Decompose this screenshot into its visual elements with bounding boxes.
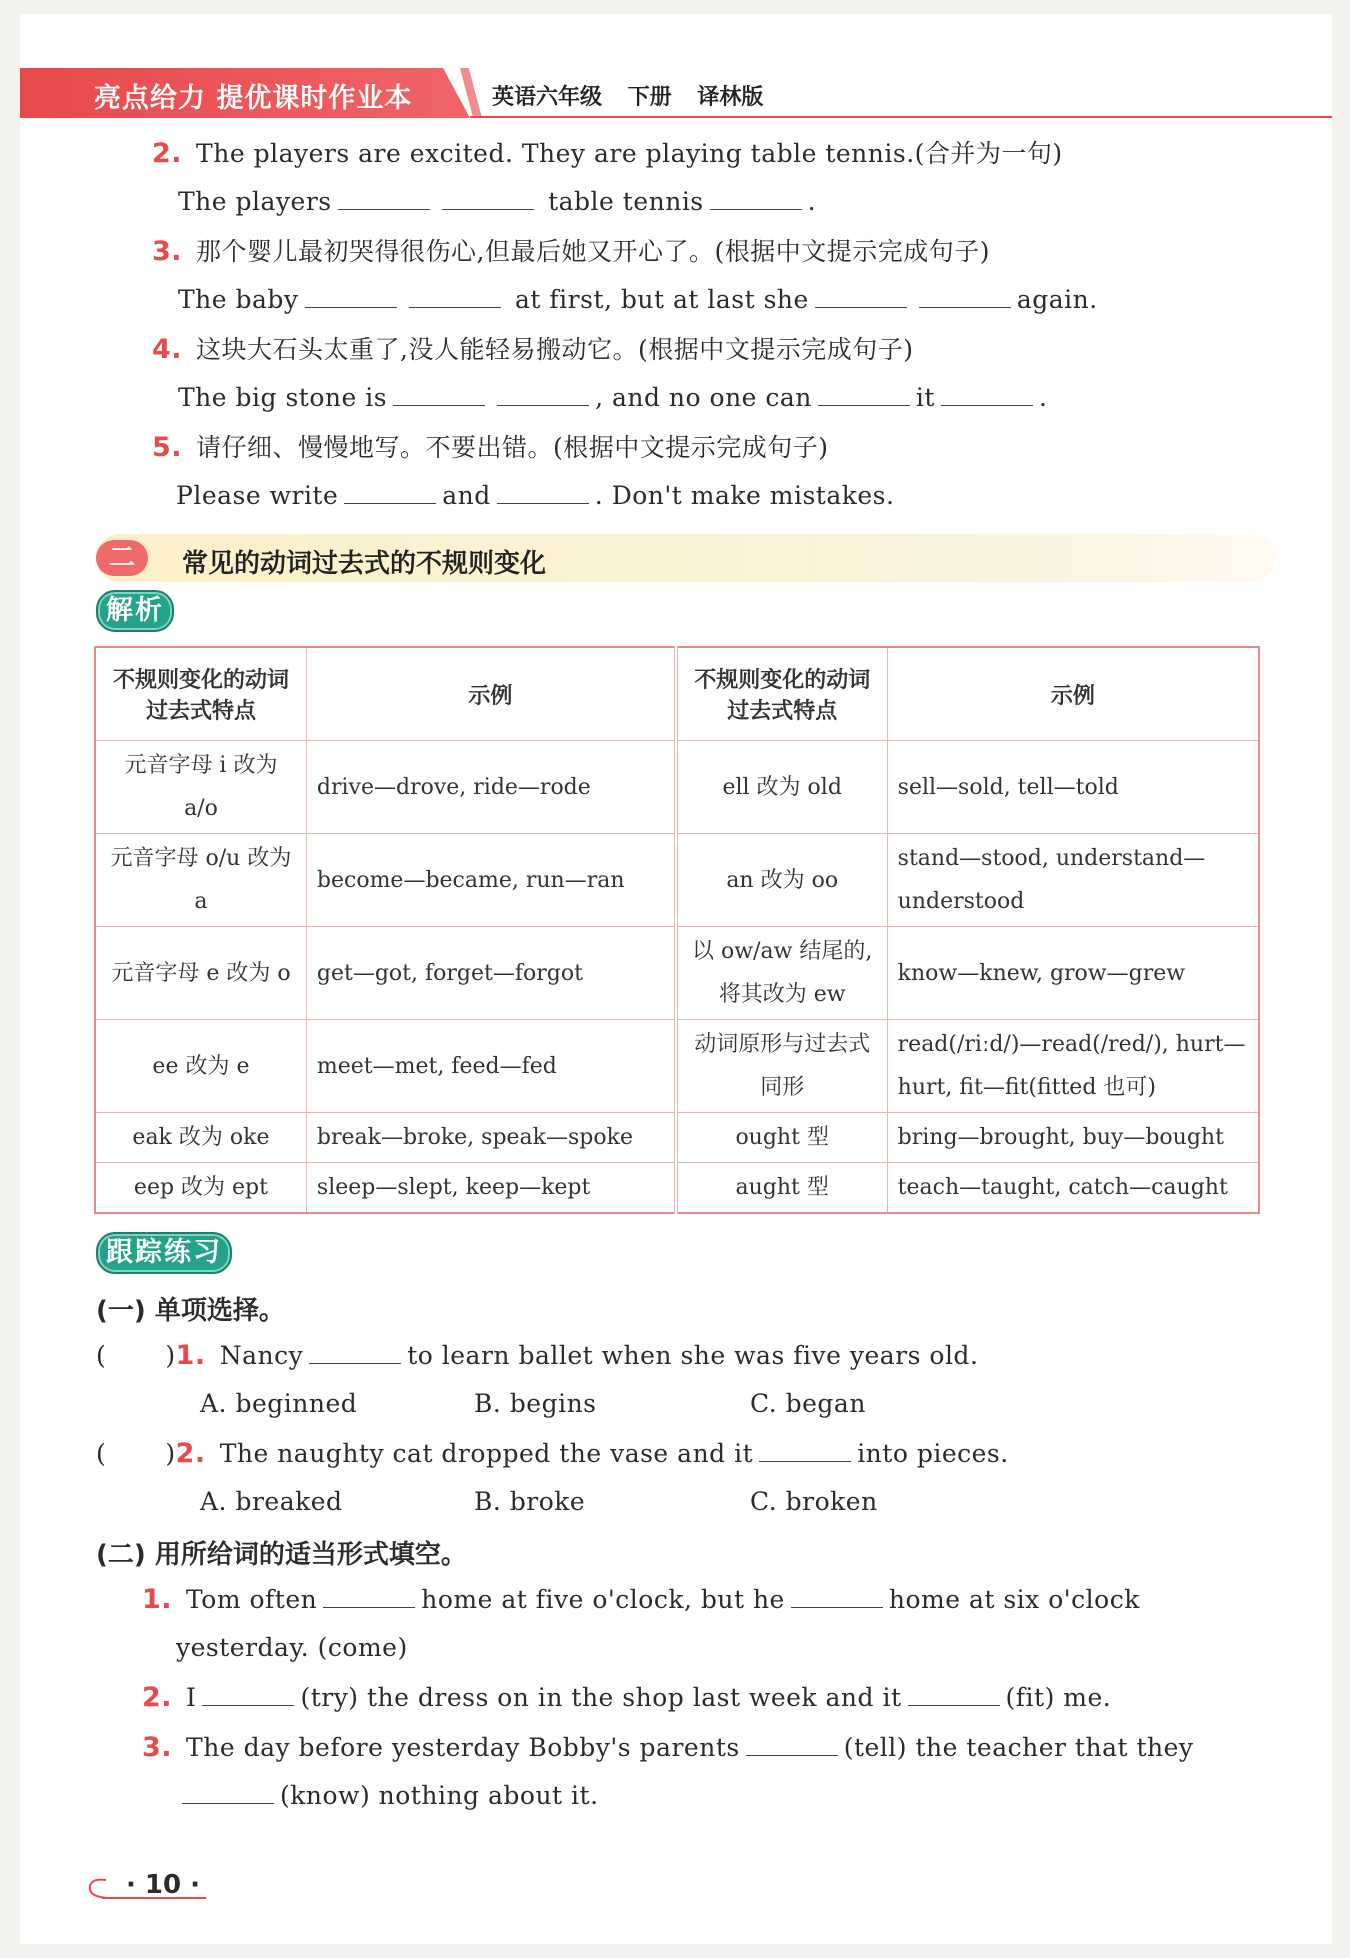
table-cell: eak 改为 oke [95, 1113, 306, 1163]
answer-blank[interactable] [818, 383, 910, 406]
question-text: (fit) me. [1005, 1683, 1112, 1712]
table-row [95, 1020, 1259, 1113]
page-number: · 10 · [126, 1870, 201, 1900]
question-number: 2. [175, 1438, 206, 1469]
answer-text: Please write [176, 481, 339, 510]
question-text: into pieces. [857, 1439, 1009, 1468]
answer-text: The players [178, 187, 332, 216]
fill-question-3-cont [176, 1780, 599, 1812]
answer-text: The big stone is [178, 383, 388, 412]
mc-option-b[interactable]: B. broke [474, 1487, 586, 1516]
book-subtitle: 英语六年级 下册 译林版 [492, 85, 764, 110]
analysis-tag: 解析 [96, 590, 174, 632]
mc-option-c[interactable]: C. broken [750, 1487, 878, 1516]
book-title: 亮点给力 提优课时作业本 [94, 83, 413, 114]
table-cell: meet—met, feed—fed [306, 1020, 675, 1113]
section-heading [96, 534, 1276, 582]
table-header: 示例 [887, 647, 1259, 741]
answer-blank[interactable] [393, 383, 485, 406]
table-header: 不规则变化的动词过去式特点 [676, 647, 887, 741]
part-two-title: (二) 用所给词的适当形式填空。 [96, 1540, 467, 1570]
fill-question-1-cont: yesterday. (come) [176, 1633, 408, 1662]
table-row [95, 834, 1259, 927]
question-text: to learn ballet when she was five years old. [407, 1341, 979, 1370]
answer-text: again. [1016, 285, 1098, 314]
fill-question-1 [142, 1584, 1140, 1616]
fill-question-3 [142, 1732, 1194, 1764]
question-number: 5. [152, 432, 183, 463]
section-number-badge: 二 [96, 540, 148, 576]
question-4-prompt [152, 334, 914, 366]
question-5-answer [176, 480, 894, 512]
table-row [95, 741, 1259, 834]
irregular-verb-table [94, 646, 1260, 1214]
table-cell: become—became, run—ran [306, 834, 675, 927]
answer-blank[interactable] [323, 1585, 415, 1608]
table-cell: get—got, forget—forgot [306, 927, 675, 1020]
answer-blank[interactable] [941, 383, 1033, 406]
question-text: 那个婴儿最初哭得很伤心,但最后她又开心了。(根据中文提示完成句子) [196, 237, 991, 266]
table-cell: sleep—slept, keep—kept [306, 1163, 675, 1214]
answer-bracket[interactable]: ( ) [96, 1439, 176, 1468]
answer-text: it [915, 383, 935, 412]
answer-blank[interactable] [710, 187, 802, 210]
table-cell: break—broke, speak—spoke [306, 1113, 675, 1163]
question-text: (try) the dress on in the shop last week and it [300, 1683, 902, 1712]
answer-text: , and no one can [595, 383, 812, 412]
question-text: 请仔细、慢慢地写。不要出错。(根据中文提示完成句子) [196, 433, 829, 462]
question-number: 1. [175, 1340, 206, 1371]
table-cell: sell—sold, tell—told [887, 741, 1259, 834]
answer-blank[interactable] [338, 187, 430, 210]
question-text: The naughty cat dropped the vase and it [219, 1439, 754, 1468]
question-text: Tom often [186, 1585, 318, 1614]
answer-blank[interactable] [409, 285, 501, 308]
answer-blank[interactable] [815, 285, 907, 308]
table-cell: teach—taught, catch—caught [887, 1163, 1259, 1214]
table-cell: know—knew, grow—grew [887, 927, 1259, 1020]
question-text: home at six o'clock [888, 1585, 1140, 1614]
answer-text: table tennis [548, 187, 704, 216]
answer-blank[interactable] [746, 1733, 838, 1756]
question-text: 这块大石头太重了,没人能轻易搬动它。(根据中文提示完成句子) [196, 335, 914, 364]
table-cell: ell 改为 old [676, 741, 887, 834]
answer-text: . Don't make mistakes. [594, 481, 895, 510]
practice-tag: 跟踪练习 [96, 1232, 232, 1274]
answer-text: and [442, 481, 491, 510]
answer-blank[interactable] [202, 1683, 294, 1706]
answer-blank[interactable] [182, 1781, 274, 1804]
question-text: Nancy [219, 1341, 304, 1370]
question-number: 2. [152, 138, 183, 169]
question-text: I [186, 1683, 197, 1712]
answer-blank[interactable] [309, 1341, 401, 1364]
question-number: 3. [142, 1732, 173, 1763]
answer-text: at first, but at last she [515, 285, 809, 314]
mc-option-b[interactable]: B. begins [474, 1389, 597, 1418]
mc-option-a[interactable]: A. beginned [200, 1389, 358, 1418]
table-cell: bring—brought, buy—bought [887, 1113, 1259, 1163]
table-cell: aught 型 [676, 1163, 887, 1214]
table-row [95, 927, 1259, 1020]
table-cell: drive—drove, ride—rode [306, 741, 675, 834]
table-header: 不规则变化的动词过去式特点 [95, 647, 306, 741]
answer-blank[interactable] [908, 1683, 1000, 1706]
table-cell: 元音字母 i 改为 a/o [95, 741, 306, 834]
mc-question-1 [96, 1340, 978, 1372]
question-text: (know) nothing about it. [280, 1781, 599, 1810]
mc-question-2 [96, 1438, 1009, 1470]
question-number: 3. [152, 236, 183, 267]
table-cell: 以 ow/aw 结尾的,将其改为 ew [676, 927, 887, 1020]
answer-blank[interactable] [344, 481, 436, 504]
answer-blank[interactable] [305, 285, 397, 308]
question-3-prompt [152, 236, 990, 268]
answer-blank[interactable] [919, 285, 1011, 308]
part-one-title: (一) 单项选择。 [96, 1296, 285, 1326]
question-number: 2. [142, 1682, 173, 1713]
mc-option-c[interactable]: C. began [750, 1389, 866, 1418]
answer-bracket[interactable]: ( ) [96, 1341, 176, 1370]
table-cell: 元音字母 e 改为 o [95, 927, 306, 1020]
table-cell: 动词原形与过去式同形 [676, 1020, 887, 1113]
question-5-prompt [152, 432, 829, 464]
page-header [20, 68, 1332, 118]
question-4-answer [178, 382, 1047, 414]
question-text: home at five o'clock, but he [421, 1585, 785, 1614]
answer-text: . [807, 187, 817, 216]
question-text: The day before yesterday Bobby's parents [186, 1733, 740, 1762]
answer-blank[interactable] [497, 481, 589, 504]
answer-text: . [1038, 383, 1048, 412]
table-cell: 元音字母 o/u 改为 a [95, 834, 306, 927]
answer-blank[interactable] [497, 383, 589, 406]
table-cell: an 改为 oo [676, 834, 887, 927]
answer-blank[interactable] [791, 1585, 883, 1608]
table-header: 示例 [306, 647, 675, 741]
question-number: 4. [152, 334, 183, 365]
page [20, 14, 1332, 1944]
table-cell: read(/riːd/)—read(/red/), hurt—hurt, fit—fit(fitted 也可) [887, 1020, 1259, 1113]
mc-option-a[interactable]: A. breaked [200, 1487, 343, 1516]
question-number: 1. [142, 1584, 173, 1615]
section-title: 常见的动词过去式的不规则变化 [182, 549, 547, 579]
table-row [95, 1163, 1259, 1214]
table-cell: eep 改为 ept [95, 1163, 306, 1214]
table-cell: ee 改为 e [95, 1020, 306, 1113]
answer-blank[interactable] [759, 1439, 851, 1462]
question-2-prompt [152, 138, 1063, 170]
table-cell: stand—stood, understand—understood [887, 834, 1259, 927]
question-text: The players are excited. They are playing table tennis.(合并为一句) [196, 139, 1063, 168]
question-text: (tell) the teacher that they [843, 1733, 1194, 1762]
header-rule [470, 116, 1332, 118]
question-3-answer [178, 284, 1098, 316]
fill-question-2 [142, 1682, 1111, 1714]
table-row [95, 1113, 1259, 1163]
question-2-answer [178, 186, 816, 218]
answer-text: The baby [178, 285, 299, 314]
table-cell: ought 型 [676, 1113, 887, 1163]
answer-blank[interactable] [442, 187, 534, 210]
